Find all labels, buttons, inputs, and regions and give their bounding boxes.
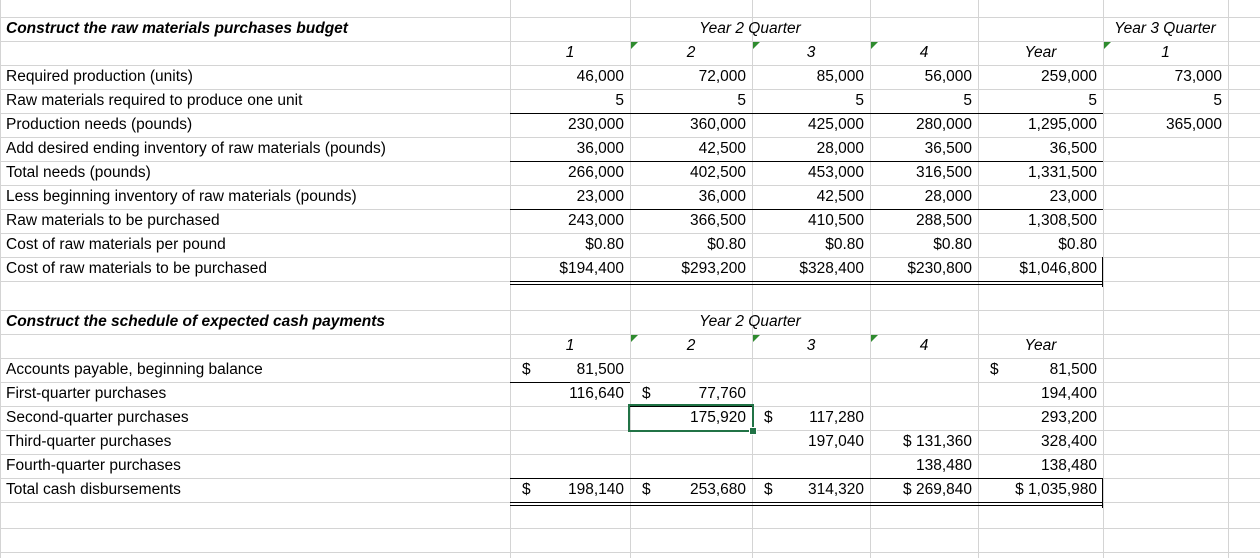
purchases-cell[interactable]: $0.80: [933, 236, 972, 253]
comment-marker: [753, 42, 760, 49]
currency-symbol: $: [522, 481, 531, 498]
purchases-cell[interactable]: 5: [1213, 92, 1222, 109]
cash-cell[interactable]: [510, 406, 624, 430]
purchases-col-header-q1[interactable]: 1: [565, 44, 575, 61]
purchases-row-label[interactable]: Less beginning inventory of raw materials (pounds): [6, 188, 357, 205]
cash-cell[interactable]: 198,140: [567, 481, 624, 498]
purchases-row-label[interactable]: Add desired ending inventory of raw materials (pounds): [6, 140, 386, 157]
purchases-cell[interactable]: 266,000: [567, 164, 624, 181]
purchases-cell[interactable]: [1103, 233, 1222, 257]
cash-row-label[interactable]: Fourth-quarter purchases: [6, 457, 181, 474]
cash-row-label[interactable]: Third-quarter purchases: [6, 433, 172, 450]
cash-cell[interactable]: [752, 454, 864, 478]
purchases-cell[interactable]: 360,000: [689, 116, 746, 133]
purchases-cell[interactable]: $0.80: [1058, 236, 1097, 253]
cash-cell[interactable]: 314,320: [807, 481, 864, 498]
border-line: [1102, 257, 1103, 287]
border-line: [510, 502, 1103, 503]
purchases-cell[interactable]: $328,400: [799, 260, 864, 277]
purchases-cell[interactable]: 36,000: [576, 140, 624, 157]
purchases-cell[interactable]: $194,400: [559, 260, 624, 277]
comment-marker: [753, 335, 760, 342]
cash-cell[interactable]: 117,280: [809, 409, 864, 426]
fill-handle[interactable]: [749, 427, 757, 435]
cash-cell[interactable]: 328,400: [1040, 433, 1097, 450]
cash-cell[interactable]: [870, 382, 972, 406]
purchases-cell[interactable]: 453,000: [807, 164, 864, 181]
purchases-cell[interactable]: 5: [615, 92, 624, 109]
purchases-cell[interactable]: 230,000: [567, 116, 624, 133]
currency-symbol: $: [642, 481, 651, 498]
cash-cell[interactable]: 253,680: [689, 481, 746, 498]
comment-marker: [871, 42, 878, 49]
border-line: [510, 478, 1103, 479]
comment-marker: [631, 335, 638, 342]
cash-cell[interactable]: $ 1,035,980: [1015, 481, 1097, 498]
purchases-col-header-y3q1[interactable]: 1: [1161, 44, 1170, 61]
purchases-row-label[interactable]: Required production (units): [6, 68, 193, 85]
border-line: [510, 113, 1103, 114]
cash-title[interactable]: Construct the schedule of expected cash payments: [6, 313, 385, 330]
cash-cell[interactable]: 197,040: [807, 433, 864, 450]
purchases-cell[interactable]: 72,000: [698, 68, 746, 85]
border-line: [510, 209, 1103, 210]
purchases-cell[interactable]: [1103, 137, 1222, 161]
cash-cell[interactable]: [870, 406, 972, 430]
purchases-cell[interactable]: 1,295,000: [1028, 116, 1097, 133]
purchases-cell[interactable]: 280,000: [915, 116, 972, 133]
cash-cell[interactable]: [510, 454, 624, 478]
currency-symbol: $: [764, 481, 773, 498]
purchases-cell[interactable]: 316,500: [915, 164, 972, 181]
purchases-cell[interactable]: 243,000: [567, 212, 624, 229]
cash-row-label[interactable]: First-quarter purchases: [6, 385, 167, 402]
purchases-cell[interactable]: 5: [737, 92, 746, 109]
purchases-col-header-year[interactable]: Year: [1024, 44, 1057, 61]
purchases-row-label[interactable]: Production needs (pounds): [6, 116, 193, 133]
currency-symbol: $: [764, 409, 773, 426]
cash-row-label[interactable]: Accounts payable, beginning balance: [6, 361, 263, 378]
purchases-cell[interactable]: $0.80: [707, 236, 746, 253]
border-line: [510, 161, 1103, 162]
purchases-col-header-q4[interactable]: 4: [919, 44, 929, 61]
purchases-cell[interactable]: 5: [855, 92, 864, 109]
double-border-line: [510, 505, 1103, 506]
purchases-cell[interactable]: 36,500: [1049, 140, 1097, 157]
purchases-row-label[interactable]: Cost of raw materials per pound: [6, 236, 226, 253]
active-cell-selection[interactable]: [628, 404, 754, 432]
comment-marker: [631, 42, 638, 49]
purchases-group-header[interactable]: Year 2 Quarter: [699, 20, 801, 37]
cash-cell[interactable]: [752, 358, 864, 382]
cash-group-header[interactable]: Year 2 Quarter: [699, 313, 801, 330]
purchases-row-label[interactable]: Raw materials required to produce one unit: [6, 92, 303, 109]
purchases-cell[interactable]: 28,000: [816, 140, 864, 157]
cash-col-header-q1[interactable]: 1: [565, 337, 575, 354]
year3-header[interactable]: Year 3 Quarter: [1114, 20, 1216, 37]
cash-col-header-q2[interactable]: 2: [686, 337, 696, 354]
border-line: [510, 382, 630, 383]
purchases-col-header-q2[interactable]: 2: [686, 44, 696, 61]
purchases-cell[interactable]: 1,331,500: [1028, 164, 1097, 181]
cash-cell[interactable]: [752, 382, 864, 406]
purchases-cell[interactable]: 402,500: [689, 164, 746, 181]
cash-cell[interactable]: 81,500: [1049, 361, 1097, 378]
cash-row-label[interactable]: Total cash disbursements: [6, 481, 181, 498]
purchases-cell[interactable]: 288,500: [915, 212, 972, 229]
purchases-cell[interactable]: 56,000: [924, 68, 972, 85]
cash-cell[interactable]: [510, 430, 624, 454]
cash-cell[interactable]: [630, 430, 746, 454]
purchases-cell[interactable]: $0.80: [825, 236, 864, 253]
purchases-cell[interactable]: 425,000: [807, 116, 864, 133]
comment-marker: [871, 335, 878, 342]
cash-cell[interactable]: 138,480: [1040, 457, 1097, 474]
purchases-cell[interactable]: 73,000: [1174, 68, 1222, 85]
purchases-row-label[interactable]: Raw materials to be purchased: [6, 212, 220, 229]
cash-col-header-q4[interactable]: 4: [919, 337, 929, 354]
cash-cell[interactable]: 175,920: [689, 409, 746, 426]
cash-cell[interactable]: [630, 358, 746, 382]
cash-cell[interactable]: 81,500: [576, 361, 624, 378]
purchases-cell[interactable]: 42,500: [698, 140, 746, 157]
purchases-cell[interactable]: 5: [963, 92, 972, 109]
cash-col-header-year[interactable]: Year: [1024, 337, 1057, 354]
double-border-line: [510, 284, 1103, 285]
purchases-cell[interactable]: 1,308,500: [1028, 212, 1097, 229]
cash-row-label[interactable]: Second-quarter purchases: [6, 409, 189, 426]
purchases-row-label[interactable]: Total needs (pounds): [6, 164, 151, 181]
currency-symbol: $: [990, 361, 999, 378]
purchases-cell[interactable]: [1103, 161, 1222, 185]
cash-cell[interactable]: $ 131,360: [903, 433, 972, 450]
cash-col-header-q3[interactable]: 3: [806, 337, 816, 354]
cash-cell[interactable]: [630, 454, 746, 478]
purchases-cell[interactable]: [1103, 209, 1222, 233]
cash-cell[interactable]: 194,400: [1040, 385, 1097, 402]
cash-cell[interactable]: 138,480: [915, 457, 972, 474]
purchases-cell[interactable]: 46,000: [576, 68, 624, 85]
comment-marker: [1104, 42, 1111, 49]
purchases-cell[interactable]: 410,500: [807, 212, 864, 229]
purchases-cell[interactable]: $230,800: [907, 260, 972, 277]
purchases-cell[interactable]: $0.80: [585, 236, 624, 253]
purchases-cell[interactable]: [1103, 185, 1222, 209]
purchases-cell[interactable]: 23,000: [1049, 188, 1097, 205]
purchases-cell[interactable]: 28,000: [924, 188, 972, 205]
purchases-cell[interactable]: 85,000: [816, 68, 864, 85]
purchases-cell[interactable]: 5: [1088, 92, 1097, 109]
cash-cell[interactable]: [870, 358, 972, 382]
border-line: [1102, 478, 1103, 508]
purchases-cell[interactable]: [1103, 257, 1222, 281]
purchases-cell[interactable]: $1,046,800: [1019, 260, 1097, 277]
purchases-cell[interactable]: 42,500: [816, 188, 864, 205]
cash-cell[interactable]: $ 269,840: [903, 481, 972, 498]
purchases-cell[interactable]: 36,000: [698, 188, 746, 205]
purchases-cell[interactable]: $293,200: [681, 260, 746, 277]
currency-symbol: $: [642, 385, 651, 402]
purchases-cell[interactable]: 366,500: [689, 212, 746, 229]
currency-symbol: $: [522, 361, 531, 378]
purchases-row-label[interactable]: Cost of raw materials to be purchased: [6, 260, 268, 277]
cash-cell[interactable]: 77,760: [698, 385, 746, 402]
purchases-title[interactable]: Construct the raw materials purchases budget: [6, 20, 348, 37]
cash-cell[interactable]: 116,640: [569, 385, 624, 402]
purchases-cell[interactable]: 259,000: [1040, 68, 1097, 85]
purchases-cell[interactable]: 36,500: [924, 140, 972, 157]
cash-cell[interactable]: 293,200: [1040, 409, 1097, 426]
purchases-cell[interactable]: 23,000: [576, 188, 624, 205]
border-line: [510, 281, 1103, 282]
purchases-cell[interactable]: 365,000: [1165, 116, 1222, 133]
purchases-col-header-q3[interactable]: 3: [806, 44, 816, 61]
